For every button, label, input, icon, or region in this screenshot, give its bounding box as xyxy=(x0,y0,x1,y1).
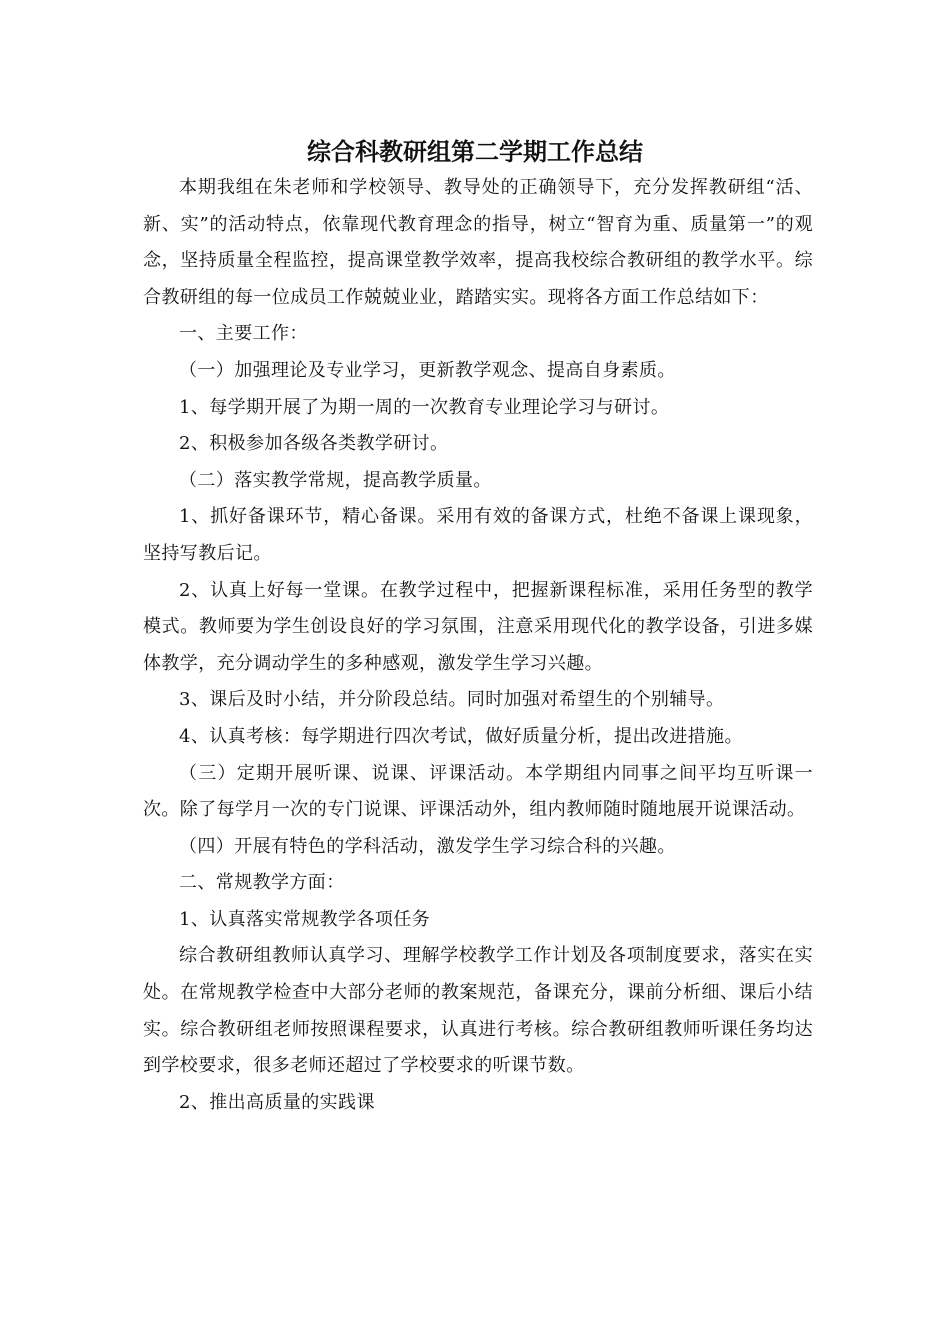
subsection-heading-1: （一）加强理论及专业学习，更新教学观念、提高自身素质。 xyxy=(179,359,676,381)
list-item: 1、抓好备课环节，精心备课。采用有效的备课方式，杜绝不备课上课现象，坚持写教后记。 xyxy=(143,506,813,564)
list-item: 2、推出高质量的实践课 xyxy=(179,1091,375,1113)
list-item: 3、课后及时小结，并分阶段总结。同时加强对希望生的个别辅导。 xyxy=(179,689,725,711)
list-item: 2、积极参加各级各类教学研讨。 xyxy=(179,433,449,455)
subsection-heading-2: （二）落实教学常规，提高教学质量。 xyxy=(179,469,492,491)
list-item: 2、认真上好每一堂课。在教学过程中，把握新课程标准，采用任务型的教学模式。教师要为学生创设良好的学习氛围，注意采用现代化的教学设备，引进多媒体教学，充分调动学生的多种感观，激发学生学习兴趣。 xyxy=(143,579,813,674)
document-title: 综合科教研组第二学期工作总结 xyxy=(307,138,643,166)
paragraph: 综合教研组教师认真学习、理解学校教学工作计划及各项制度要求，落实在实处。在常规教学检查中大部分老师的教案规范，备课充分，课前分析细、课后小结实。综合教研组老师按照课程要求，认真进行考核。综合教研组教师听课任务均达到学校要求，很多老师还超过了学校要求的听课节数。 xyxy=(143,945,813,1077)
list-item: 1、认真落实常规教学各项任务 xyxy=(179,908,431,930)
list-item: 4、认真考核：每学期进行四次考试，做好质量分析，提出改进措施。 xyxy=(179,725,743,747)
paragraph-intro: 本期我组在朱老师和学校领导、教导处的正确领导下，充分发挥教研组“活、新、实”的活动特点，依靠现代教育理念的指导，树立“智育为重、质量第一”的观念，坚持质量全程监控，提高课堂教学效率，提高我校综合教研组的教学水平。综合教研组的每一位成员工作兢兢业业，踏踏实实。现将各方面工作总结如下： xyxy=(143,177,813,308)
section-heading-main-work: 一、主要工作： xyxy=(179,323,308,345)
list-item: 1、每学期开展了为期一周的一次教育专业理论学习与研讨。 xyxy=(179,396,670,418)
subsection-heading-3: （三）定期开展听课、说课、评课活动。本学期组内同事之间平均互听课一次。除了每学月一次的专门说课、评课活动外，组内教师随时随地展开说课活动。 xyxy=(143,762,813,821)
section-heading-routine-teaching: 二、常规教学方面： xyxy=(179,872,345,894)
document-body xyxy=(143,170,813,1121)
subsection-heading-4: （四）开展有特色的学科活动，激发学生学习综合科的兴趣。 xyxy=(179,835,676,857)
